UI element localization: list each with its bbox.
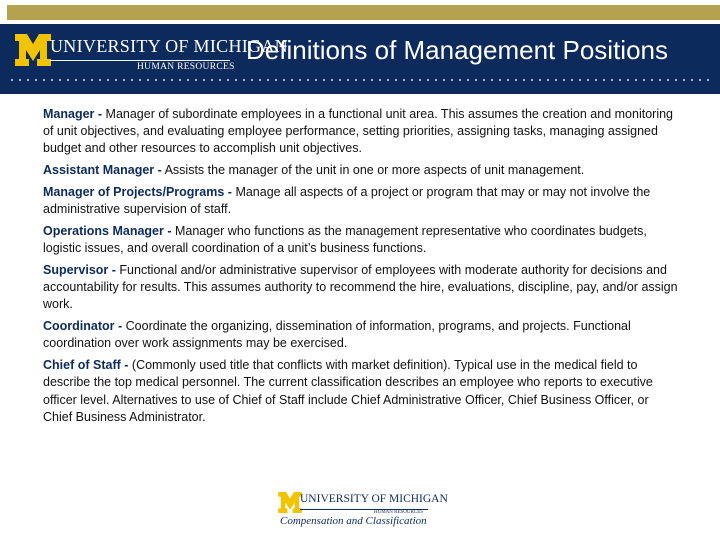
definition-item <box>43 318 679 352</box>
definition-item <box>43 184 679 218</box>
footer-university-name: UNIVERSITY OF MICHIGAN <box>300 493 448 505</box>
footer-tagline: Compensation and Classification <box>280 515 427 527</box>
definition-text: Functional and/or administrative supervisor of employees with moderate authority for decisions and accountability for results. This assumes authority to recommend the hire, evaluations, discipline, pay, and/or assign work. <box>43 263 678 312</box>
definition-term: Manager - <box>43 107 103 121</box>
university-logo <box>15 34 288 74</box>
page-title: Definitions of Management Positions <box>246 35 669 65</box>
definition-text: Manager of subordinate employees in a functional unit area. This assumes the creation and monitoring of unit objectives, and evaluating employee performance, setting priorities, assigning tasks, managing assigned budget and other resources to accomplish unit objectives. <box>43 107 673 156</box>
definition-text: (Commonly used title that conflicts with market definition). Typical use in the medical field to describe the top medical personnel. The current classification describes an employee who reports to executive officer level. Alternatives to use of Chief of Staff include Chief Administrative Officer, Chief Business Officer, or Chief Business Administrator. <box>43 358 653 424</box>
definition-term: Chief of Staff - <box>43 358 129 373</box>
definition-text: Coordinate the organizing, dissemination of information, programs, and projects. Functional coordination over work assignments may be exercised. <box>43 319 631 351</box>
definition-term: Coordinator - <box>43 319 123 334</box>
logo-divider <box>50 60 230 61</box>
footer-block-m-icon <box>278 492 302 513</box>
definition-text: Assists the manager of the unit in one or more aspects of unit management. <box>164 163 585 178</box>
footer-logo <box>278 492 448 532</box>
top-strip <box>0 0 720 24</box>
header-banner <box>0 24 720 94</box>
logo-department: HUMAN RESOURCES <box>137 62 235 72</box>
definition-term: Assistant Manager - <box>43 163 162 178</box>
dotted-divider <box>8 78 712 82</box>
footer-department: HUMAN RESOURCES <box>374 510 424 515</box>
definition-term: Manager of Projects/Programs - <box>43 185 232 199</box>
definitions-list <box>43 106 679 431</box>
definition-item <box>43 262 679 314</box>
definition-item <box>43 106 679 158</box>
definition-text: Manage all aspects of a project or program that may or may not involve the administrative supervision of staff. <box>43 185 651 217</box>
block-m-icon <box>15 34 51 66</box>
definition-item <box>43 162 679 179</box>
definition-text: Manager who functions as the management representative who coordinates budgets, logistic issues, and overall coordination of a unit’s business functions. <box>43 224 647 256</box>
logo-university-name: UNIVERSITY OF MICHIGAN <box>50 36 288 56</box>
definition-item <box>43 223 679 257</box>
definition-item <box>43 357 679 426</box>
definition-term: Operations Manager - <box>43 224 172 238</box>
definition-term: Supervisor - <box>43 263 116 277</box>
gold-accent-bar <box>7 5 720 20</box>
